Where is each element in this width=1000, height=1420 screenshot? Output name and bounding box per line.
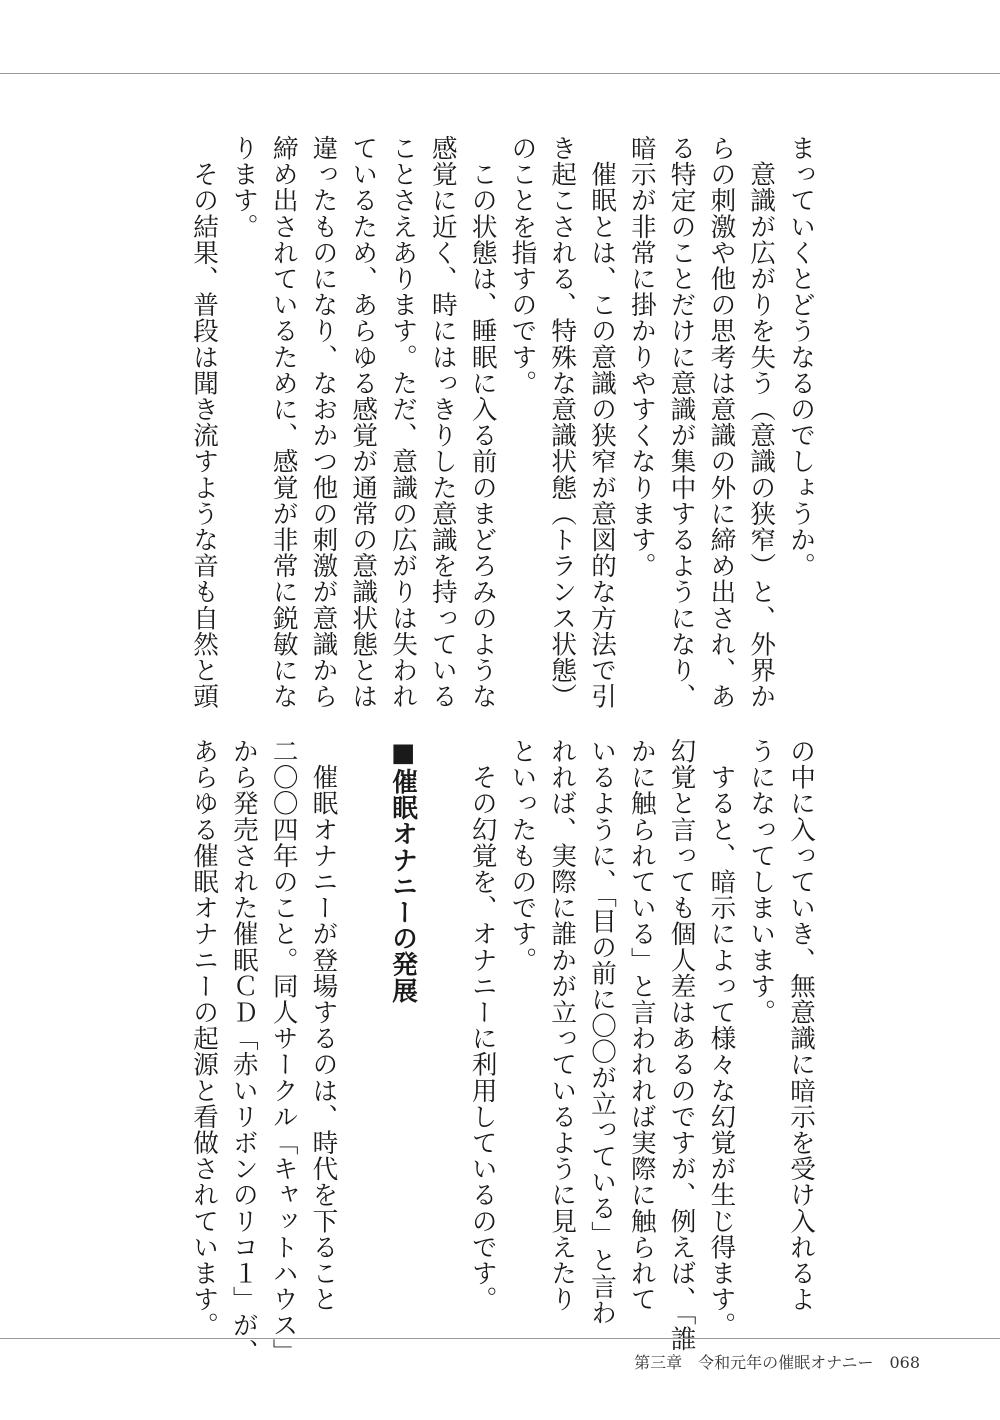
text-line: 催眠オナニーが登場するのは、時代を下ること — [308, 738, 339, 1313]
text-line: うになってしまいます。 — [746, 738, 777, 1026]
text-line: かに触られている」と言われれば実際に触られて — [626, 738, 657, 1313]
text-line: のことを指すのです。 — [507, 135, 538, 396]
text-line: から発売された催眠ＣＤ「赤いリボンのリコ１」が、 — [228, 738, 259, 1365]
text-line: すると、暗示によって様々な幻覚が生じ得ます。 — [706, 738, 737, 1339]
text-line: ているため、あらゆる感覚が通常の意識状態とは — [348, 135, 379, 710]
text-line: らの刺激や他の思考は意識の外に締め出され、あ — [706, 135, 737, 710]
top-rule — [0, 73, 1000, 74]
text-line: その幻覚を、オナニーに利用しているのです。 — [467, 738, 498, 1313]
text-line: といったものです。 — [507, 738, 538, 973]
text-line: その結果、普段は聞き流すような音も自然と頭 — [189, 135, 220, 710]
text-line: 暗示が非常に掛かりやすくなります。 — [626, 135, 657, 579]
blank-line — [422, 738, 462, 1278]
text-line: 感覚に近く、時にはっきりした意識を持っている — [427, 135, 458, 710]
text-line: き起こされる、特殊な意識状態（トランス状態） — [547, 135, 578, 710]
text-line: まっていくとどうなるのでしょうか。 — [786, 135, 816, 579]
text-line: 二〇〇四年のこと。同人サークル「キャットハウス」 — [268, 738, 299, 1365]
blank-line — [342, 738, 382, 1278]
text-line: ことさえあります。ただ、意識の広がりは失われ — [388, 135, 419, 710]
text-line: 催眠とは、この意識の狭窄が意図的な方法で引 — [587, 135, 618, 710]
bottom-rule — [0, 1338, 1000, 1339]
page-footer — [634, 1350, 920, 1373]
page-number: 068 — [889, 1353, 920, 1372]
text-line: 締め出されているために、感覚が非常に鋭敏にな — [268, 135, 299, 710]
text-line: 意識が広がりを失う（意識の狭窄）と、外界か — [746, 135, 777, 710]
section-heading: ■催眠オナニーの発展 — [388, 738, 419, 1004]
body-text-top — [183, 135, 820, 710]
text-line: いるように、「目の前に〇〇が立っている」と言わ — [587, 738, 618, 1326]
text-line: 幻覚と言っても個人差はあるのですが、例えば、「誰 — [666, 738, 697, 1352]
text-line: ります。 — [228, 135, 259, 240]
chapter-title: 第三章 令和元年の催眠オナニー — [634, 1353, 874, 1372]
text-line: あらゆる催眠オナニーの起源と看做されています。 — [189, 738, 220, 1339]
text-line: 違ったものになり、なおかつ他の刺激が意識から — [308, 135, 339, 710]
text-line: この状態は、睡眠に入る前のまどろみのような — [467, 135, 498, 710]
body-text-bottom — [183, 738, 820, 1365]
text-line: れれば、実際に誰かが立っているように見えたり — [547, 738, 578, 1313]
text-line: る特定のことだけに意識が集中するようになり、 — [666, 135, 697, 710]
text-line: の中に入っていき、無意識に暗示を受け入れるよ — [786, 738, 816, 1313]
